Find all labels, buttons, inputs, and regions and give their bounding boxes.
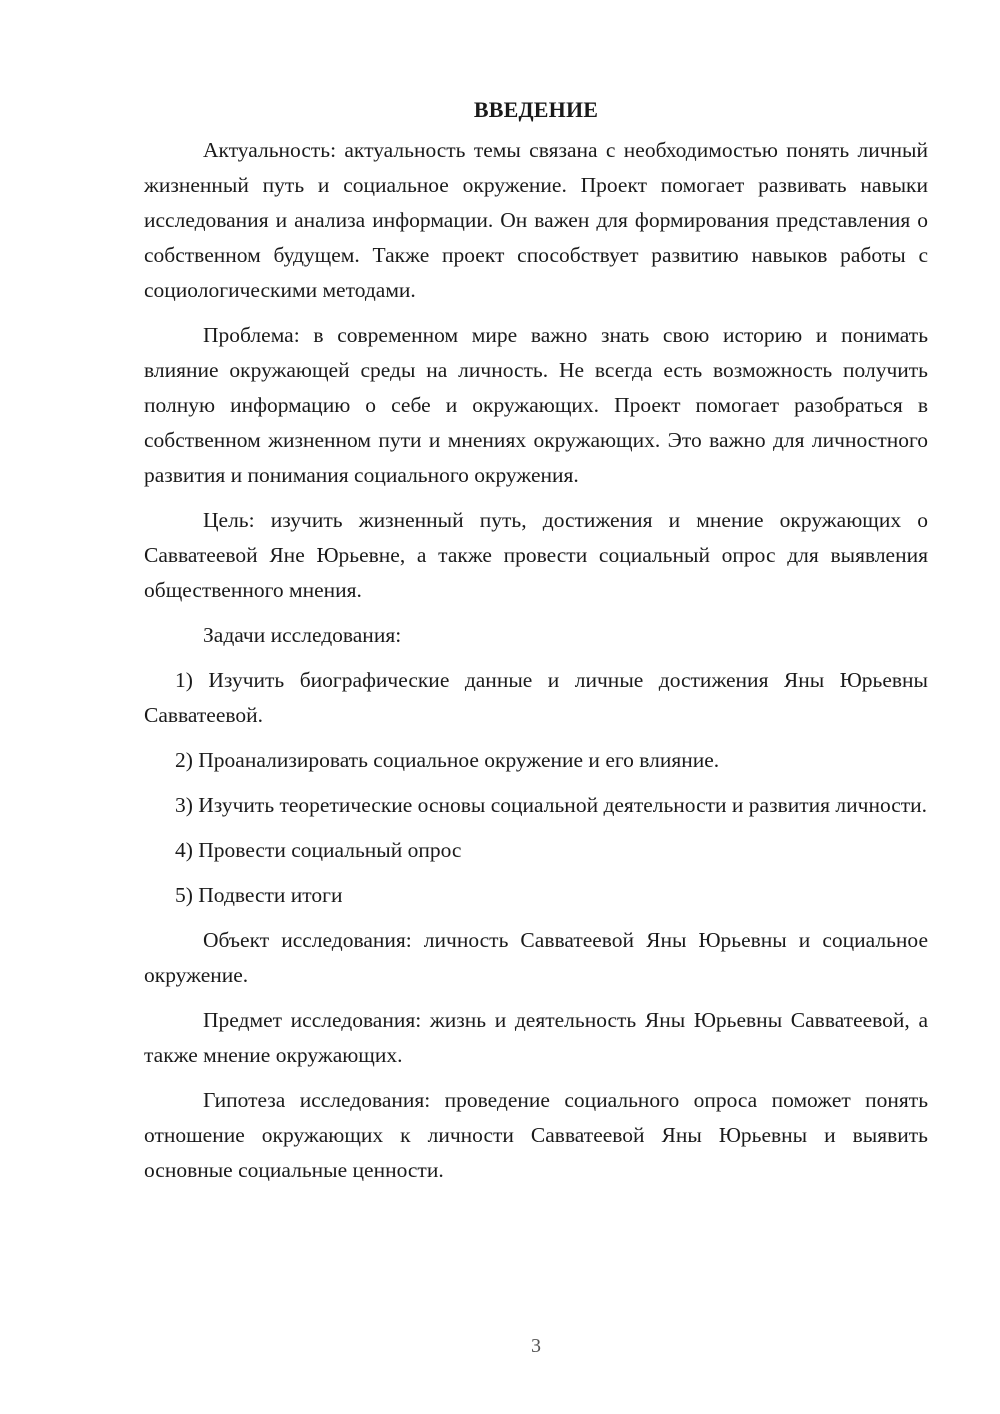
paragraph-relevance: Актуальность: актуальность темы связана с необходимостью понять личный жизненный путь и социальное окружение. Проект помогает развивать навыки исследования и анализа информации. Он важен для формирования представления о собственном будущем. Также проект способствует развитию навыков работы с социологическими методами.: [144, 138, 928, 302]
paragraph-object: Объект исследования: личность Савватеевой Яны Юрьевны и социальное окружение.: [144, 928, 928, 987]
list-item-task-2: 2) Проанализировать социальное окружение и его влияние.: [175, 748, 720, 772]
document-title: ВВЕДЕНИЕ: [473, 97, 599, 122]
paragraph-problem: Проблема: в современном мире важно знать свою историю и понимать влияние окружающей среды на личность. Не всегда есть возможность получить полную информацию о себе и окружающих. Проект помогает разобраться в собственном жизненном пути и мнениях окружающих. Это важно для личностного развития и понимания социального окружения.: [144, 323, 928, 487]
list-item-task-3: 3) Изучить теоретические основы социальной деятельности и развития личности.: [175, 793, 928, 817]
page-number: 3: [531, 1335, 541, 1357]
document-page: [144, 92, 928, 1198]
paragraph-tasks-heading: Задачи исследования:: [203, 623, 402, 647]
paragraph-goal: Цель: изучить жизненный путь, достижения и мнение окружающих о Савватеевой Яне Юрьевне, а также провести социальный опрос для выявления общественного мнения.: [144, 508, 928, 602]
list-item-task-5: 5) Подвести итоги: [175, 883, 343, 907]
list-item-task-4: 4) Провести социальный опрос: [175, 838, 462, 862]
paragraph-hypothesis: Гипотеза исследования: проведение социального опроса поможет понять отношение окружающих к личности Савватеевой Яны Юрьевны и выявить основные социальные ценности.: [144, 1088, 928, 1182]
paragraph-subject: Предмет исследования: жизнь и деятельность Яны Юрьевны Савватеевой, а также мнение окружающих.: [144, 1008, 928, 1067]
list-item-task-1: 1) Изучить биографические данные и личные достижения Яны Юрьевны Савватеевой.: [144, 668, 928, 727]
